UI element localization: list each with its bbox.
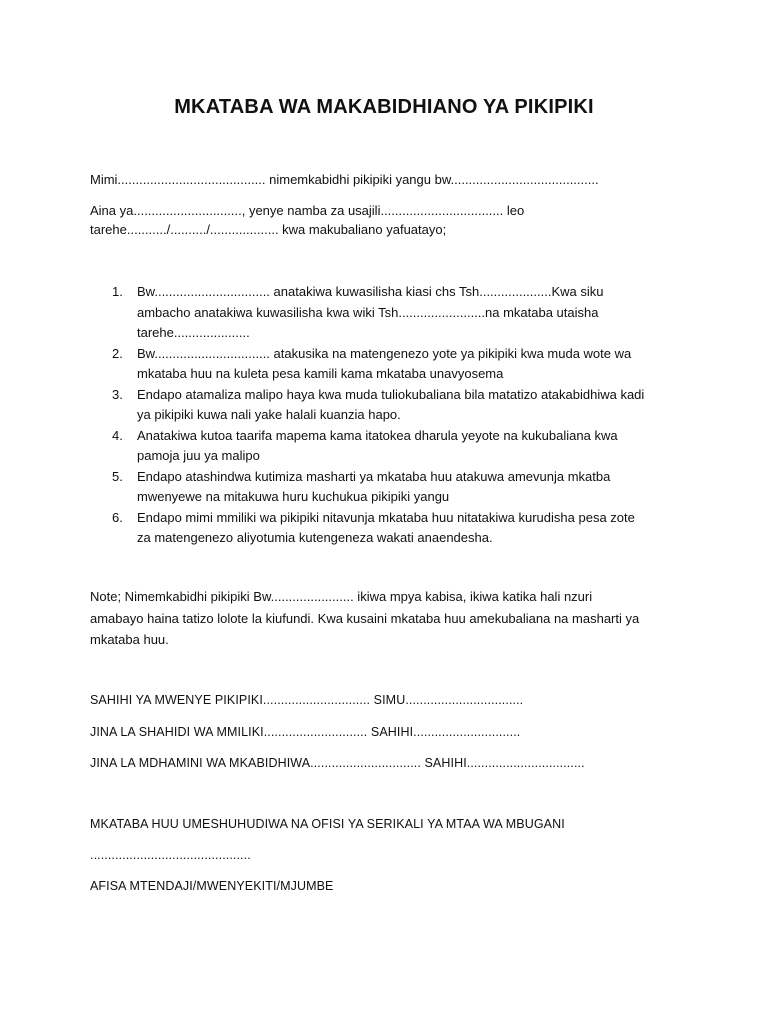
official-signature-blank: ............................................. [90,848,251,862]
term-number: 6. [112,509,123,525]
term-text-line: tarehe..................... [137,325,250,340]
term-text-line: pamoja juu ya malipo [137,448,260,463]
term-item [90,282,690,344]
term-item [90,385,690,426]
term-text-line: Bw................................ anatakiwa kuwasilisha kiasi chs Tsh....................Kwa siku [137,284,604,299]
owner-witness-line: JINA LA SHAHIDI WA MMILIKI............................. SAHIHI.............................. [90,725,521,739]
term-number: 5. [112,468,123,484]
term-text-line: Endapo atashindwa kutimiza masharti ya mkataba huu atakuwa amevunja mkatba [137,468,611,484]
intro-date-line: tarehe.........../........../................... kwa makubaliano yafuatayo; [90,222,447,237]
term-text-line: Bw................................ atakusika na matengenezo yote ya pikipiki kwa muda wote wa [137,345,632,361]
terms-list [90,282,690,549]
note-paragraph [90,586,639,651]
guarantor-line: JINA LA MDHAMINI WA MKABIDHIWA............................... SAHIHI................................. [90,756,585,770]
term-text-line: mkataba huu na kuleta pesa kamili kama mkataba unavyosema [137,366,504,381]
note-line: amabayo haina tatizo lolote la kiufundi. Kwa kusaini mkataba huu amekubaliana na masharti ya [90,610,640,626]
term-text-line: za matengenezo aliyotumia kutengeneza wakati anaendesha. [137,530,493,545]
term-item [90,467,690,508]
term-number: 3. [112,386,123,402]
term-text-line: Anatakiwa kutoa taarifa mapema kama itatokea dharula yeyote na kukubaliana kwa [137,427,618,443]
official-title: AFISA MTENDAJI/MWENYEKITI/MJUMBE [90,879,334,893]
document-title: MKATABA WA MAKABIDHIANO YA PIKIPIKI [174,96,594,118]
term-text-line: ya pikipiki kuwa nali yake halali kuanzia hapo. [137,407,401,422]
term-item [90,508,690,549]
term-number: 2. [112,345,123,361]
term-number: 4. [112,427,123,443]
term-number: 1. [112,284,123,299]
term-text-line: Endapo mimi mmiliki wa pikipiki nitavunja mkataba huu nitatakiwa kurudisha pesa zote [137,509,635,525]
intro-owner-line: Mimi......................................... nimemkabidhi pikipiki yangu bw......................................... [90,172,599,187]
term-text-line: mwenyewe na mitakuwa huru kuchukua pikipiki yangu [137,489,450,504]
office-witness-statement: MKATABA HUU UMESHUHUDIWA NA OFISI YA SERIKALI YA MTAA WA MBUGANI [90,817,565,831]
term-text-line: Endapo atamaliza malipo haya kwa muda tuliokubaliana bila matatizo atakabidhiwa kadi [137,386,645,402]
term-text-line: ambacho anatakiwa kuwasilisha kwa wiki Tsh........................na mkataba utaisha [137,304,599,320]
note-line: mkataba huu. [90,632,169,647]
term-item [90,344,690,385]
note-line: Note; Nimemkabidhi pikipiki Bw....................... ikiwa mpya kabisa, ikiwa katika hali nzuri [90,589,593,604]
term-item [90,426,690,467]
owner-signature-line: SAHIHI YA MWENYE PIKIPIKI.............................. SIMU................................. [90,693,524,707]
intro-vehicle-line: Aina ya.............................., yenye namba za usajili.................................. leo [90,203,525,218]
